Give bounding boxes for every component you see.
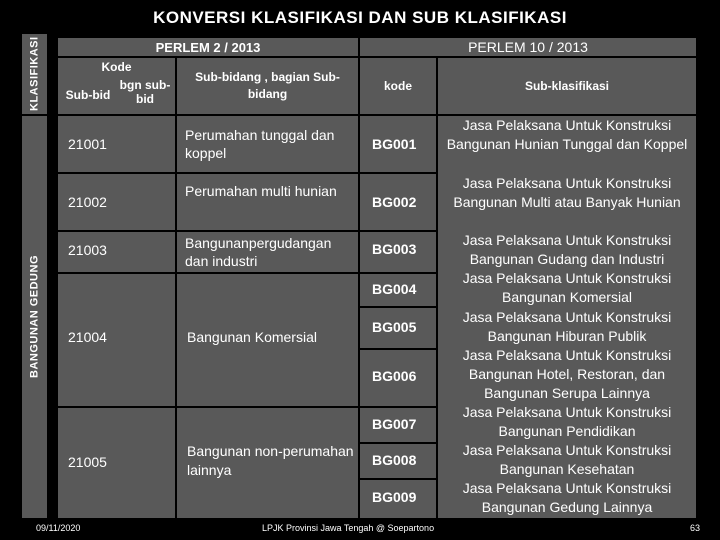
old-code-cell: [58, 116, 175, 172]
old-name-cell: [177, 274, 358, 406]
old-name: Perumahan multi hunian: [185, 183, 337, 199]
old-name-cell: [177, 116, 358, 172]
old-code-cell: [58, 174, 175, 230]
perlem2-title: PERLEM 2 / 2013: [58, 38, 358, 56]
page-title: KONVERSI KLASIFIKASI DAN SUB KLASIFIKASI: [153, 8, 567, 27]
new-code: BG008: [372, 452, 417, 468]
new-code-cell: [360, 174, 436, 230]
new-code-cell: [360, 480, 436, 518]
subklasifikasi-item: Jasa Pelaksana Untuk Konstruksi Bangunan Kesehatan: [462, 442, 672, 477]
subklasifikasi-item: Jasa Pelaksana Untuk Konstruksi Bangunan Gedung Lainnya: [462, 480, 672, 515]
new-code-cell: [360, 232, 436, 272]
new-code: BG004: [372, 281, 417, 297]
new-code: BG003: [372, 241, 417, 257]
kode-label: Kode: [101, 60, 132, 74]
new-code: BG001: [372, 136, 417, 152]
old-name: Bangunan Komersial: [187, 329, 317, 345]
page-number: 63: [690, 523, 701, 533]
subbidang-header: Sub-bidang , bagian Sub-bidang: [177, 58, 358, 114]
footer-date: 09/11/2020: [36, 523, 81, 533]
old-name: Bangunanpergudangan dan industri: [185, 235, 332, 269]
side-label-klasifikasi: KLASIFIKASI: [22, 34, 47, 114]
old-name-cell: [177, 174, 358, 230]
subklasifikasi-column: [438, 116, 696, 518]
new-code-cell: [360, 116, 436, 172]
old-code: 21004: [68, 329, 107, 345]
new-code-cell: [360, 350, 436, 406]
subklasifikasi-item: Jasa Pelaksana Untuk Konstruksi Bangunan Multi atau Banyak Hunian: [453, 175, 681, 210]
new-code: BG007: [372, 416, 417, 432]
bgn-sub-bid-label: bgn sub- bid: [119, 78, 171, 106]
side-label-bangunan-gedung: BANGUNAN GEDUNG: [22, 116, 47, 518]
old-code: 21001: [68, 136, 107, 152]
old-name-cell: [177, 232, 358, 272]
new-code: BG002: [372, 194, 417, 210]
new-code: BG005: [372, 319, 417, 335]
old-code-cell: [58, 408, 175, 518]
perlem2-kode-header: [58, 58, 175, 114]
new-code: BG006: [372, 368, 417, 384]
old-name: Perumahan tunggal dan koppel: [185, 127, 335, 161]
new-code-cell: [360, 444, 436, 478]
perlem10-title: PERLEM 10 / 2013: [360, 38, 696, 56]
subklasifikasi-item: Jasa Pelaksana Untuk Konstruksi Bangunan Hunian Tunggal dan Koppel: [446, 117, 688, 152]
new-code-cell: [360, 408, 436, 442]
footer-credit: LPJK Provinsi Jawa Tengah @ Soepartono: [262, 523, 435, 533]
old-name-cell: [177, 408, 358, 518]
old-code-cell: [58, 232, 175, 272]
subbid-label: Sub-bid: [65, 88, 111, 102]
subklasifikasi-header: Sub-klasifikasi: [438, 58, 696, 114]
new-code: BG009: [372, 489, 417, 505]
old-code: 21003: [68, 242, 107, 258]
old-code: 21002: [68, 194, 107, 210]
subklasifikasi-item: Jasa Pelaksana Untuk Konstruksi Bangunan Pendidikan: [462, 404, 672, 439]
kode-header: kode: [360, 58, 436, 114]
subklasifikasi-item: Jasa Pelaksana Untuk Konstruksi Bangunan Hotel, Restoran, dan Bangunan Serupa Lainnya: [462, 347, 672, 401]
new-code-cell: [360, 274, 436, 306]
old-code-cell: [58, 274, 175, 406]
subklasifikasi-item: Jasa Pelaksana Untuk Konstruksi Bangunan Hiburan Publik: [462, 309, 672, 344]
old-name: Bangunan non-perumahan lainnya: [187, 443, 354, 478]
new-code-cell: [360, 308, 436, 348]
old-code: 21005: [68, 454, 107, 470]
subklasifikasi-item: Jasa Pelaksana Untuk Konstruksi Bangunan Komersial: [462, 270, 672, 305]
subklasifikasi-item: Jasa Pelaksana Untuk Konstruksi Bangunan Gudang dan Industri: [462, 232, 672, 267]
